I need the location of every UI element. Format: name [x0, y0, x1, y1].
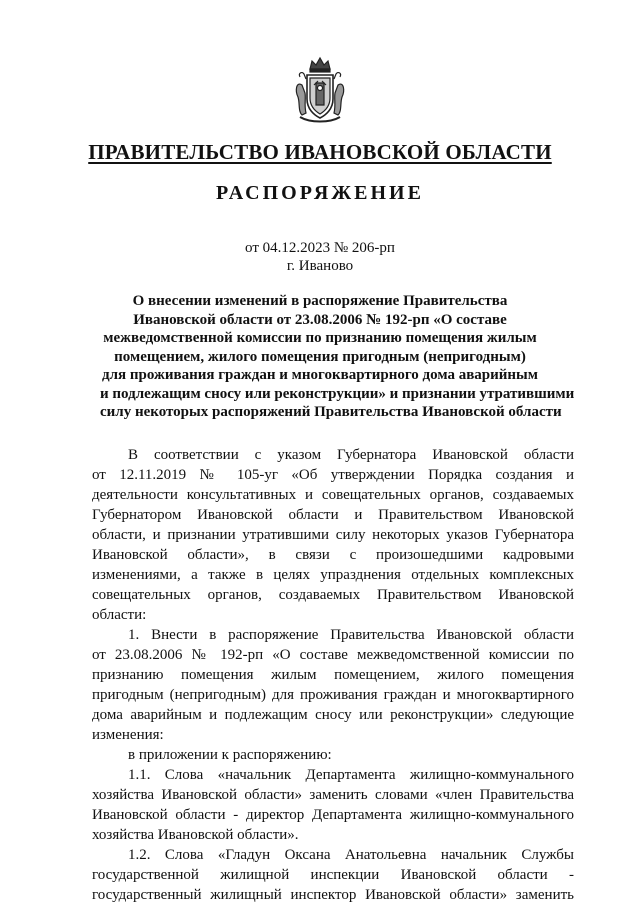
body-line: признанию помещения жилым помещением, жилого помещения — [92, 667, 574, 683]
body-line: в приложении к распоряжению: — [128, 747, 332, 763]
body-line: изменениями, а также в целях упразднения отдельных комплексных — [92, 567, 574, 583]
document-city: г. Иваново — [286, 258, 354, 274]
title-line: и подлежащим сносу или реконструкции» и признании утратившими — [100, 385, 575, 402]
body-line: государственной жилищной инспекции Ивановской области - — [92, 867, 574, 883]
document-type: РАСПОРЯЖЕНИЕ — [216, 182, 424, 204]
body-line: государственный жилищный инспектор Ивановской области» заменить — [92, 887, 574, 903]
coat-of-arms-icon — [292, 55, 348, 125]
body-line: дома аварийным и подлежащим сносу или реконструкции» следующие — [92, 707, 574, 723]
body-line: области, и признании утратившими силу некоторых указов Губернатора — [92, 527, 574, 543]
title-line: для проживания граждан и многоквартирного дома аварийным — [102, 367, 538, 383]
title-line: О внесении изменений в распоряжение Правительства — [132, 293, 508, 309]
title-line: силу некоторых распоряжений Правительства Ивановской области — [100, 404, 562, 420]
document-title — [100, 292, 575, 422]
body-line: 1. Внести в распоряжение Правительства Ивановской области — [128, 627, 574, 643]
body-line: пригодным (непригодным) для проживания граждан и многоквартирного — [92, 687, 574, 703]
body-line: области: — [92, 607, 147, 623]
organization-name: ПРАВИТЕЛЬСТВО ИВАНОВСКОЙ ОБЛАСТИ — [88, 140, 552, 164]
title-line: межведомственной комиссии по признанию помещения жилым — [103, 330, 537, 346]
body-line: от 12.11.2019 № 105-уг «Об утверждении Порядка создания и — [92, 467, 574, 483]
body-line: деятельности консультативных и совещательных органов, создаваемых — [92, 487, 574, 503]
body-line: изменения: — [92, 727, 164, 743]
body-line: совещательных органов, создаваемых Правительством Ивановской — [92, 587, 574, 603]
body-line: 1.1. Слова «начальник Департамента жилищно-коммунального — [128, 767, 574, 783]
document-date-number: от 04.12.2023 № 206-рп — [245, 240, 395, 256]
body-line: хозяйства Ивановской области» заменить словами «член Правительства — [92, 787, 574, 803]
body-line: 1.2. Слова «Гладун Оксана Анатольевна начальник Службы — [128, 847, 574, 863]
body-line: Ивановской области - директор Департамента жилищно-коммунального — [92, 807, 574, 823]
body-line: от 23.08.2006 № 192-рп «О составе межведомственной комиссии по — [92, 647, 574, 663]
title-line: Ивановской области от 23.08.2006 № 192-рп «О составе — [133, 311, 507, 328]
body-line: хозяйства Ивановской области». — [92, 827, 299, 843]
body-line: Губернатором Ивановской области и Правительством Ивановской — [92, 507, 574, 523]
title-line: помещением, жилого помещения пригодным (непригодным) — [114, 348, 526, 365]
body-line: Ивановской области», в связи с произошедшими кадровыми — [92, 547, 574, 563]
body-line: В соответствии с указом Губернатора Ивановской области — [128, 447, 574, 463]
